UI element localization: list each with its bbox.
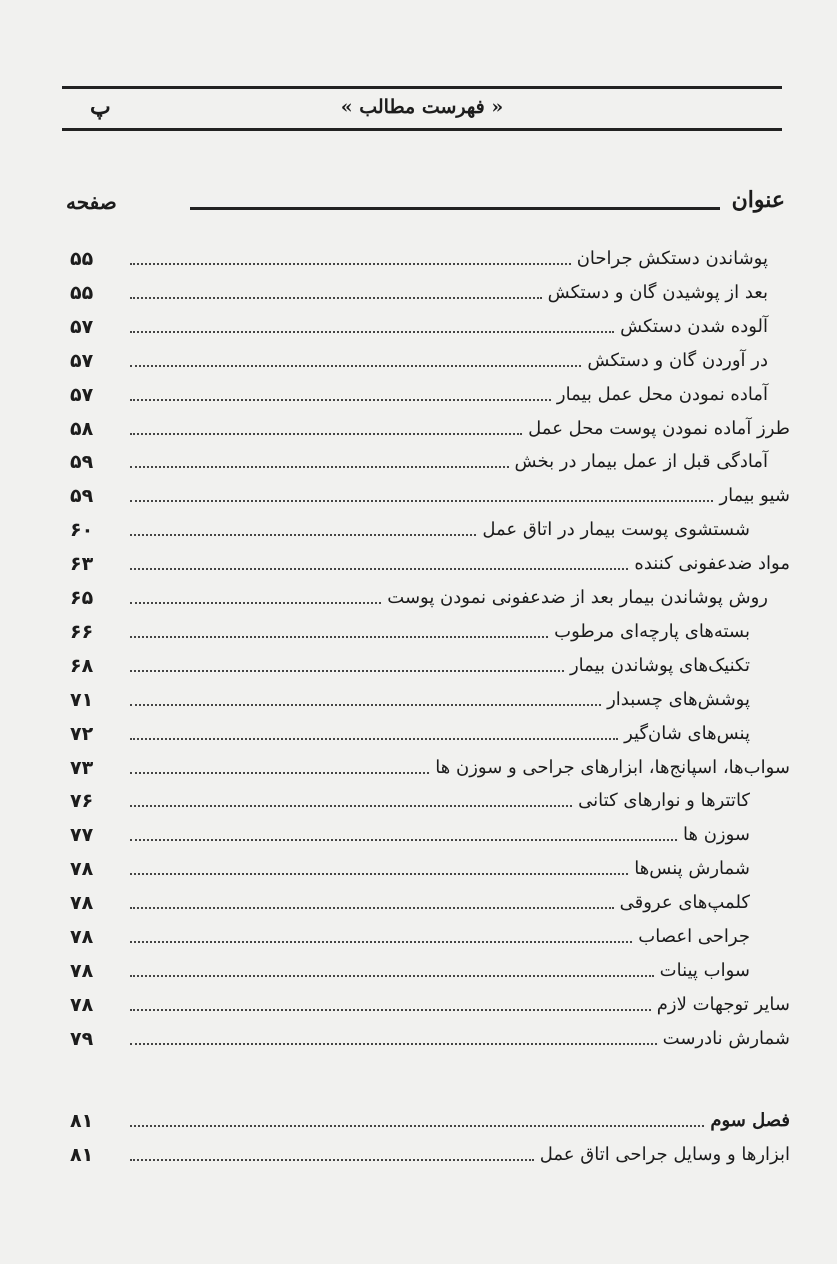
toc-entry [70, 1022, 790, 1052]
toc-entry-page: ۷۸ [70, 892, 94, 915]
toc-entry-page: ۵۹ [70, 485, 94, 508]
toc-entry-page: ۷۸ [70, 926, 94, 948]
toc-entry-title: ابزارها و وسایل جراحی اتاق عمل [539, 1143, 790, 1165]
toc-leader-dots [130, 602, 381, 604]
toc-entry-title: پنس‌های شان‌گیر [624, 722, 750, 744]
toc-entry-title: سواب‌ها، اسپانج‌ها، ابزارهای جراحی و سوزن ها [435, 756, 790, 778]
toc-entry-page: ۸۱ [70, 1143, 94, 1166]
toc-leader-dots [130, 738, 618, 740]
toc-leader-dots [130, 704, 601, 706]
toc-entry-title: شیو بیمار [719, 485, 790, 507]
toc-entry [70, 412, 790, 442]
toc-entry-title: طرز آماده نمودن پوست محل عمل [528, 417, 790, 439]
toc-entry-page: ۷۸ [70, 959, 94, 982]
toc-entry [70, 954, 790, 984]
column-page-heading: صفحه [66, 190, 117, 214]
toc-leader-dots [130, 399, 551, 401]
toc-entry [70, 513, 790, 543]
toc-leader-dots [130, 297, 542, 299]
toc-entry-page: ۶۸ [70, 654, 94, 677]
toc-leader-dots [130, 1043, 657, 1045]
toc-entry-title: سوزن ها [683, 824, 750, 846]
column-heading-rule [190, 207, 720, 210]
toc-entry-title: آماده نمودن محل عمل بیمار [556, 383, 768, 405]
toc-leader-dots [130, 466, 509, 468]
toc-entry [70, 581, 790, 611]
toc-leader-dots [130, 839, 677, 841]
toc-leader-dots [130, 941, 632, 943]
toc-entry [70, 784, 790, 814]
toc-entry-title: آمادگی قبل از عمل بیمار در بخش [514, 451, 768, 473]
toc-entry-title: فصل سوم [710, 1109, 790, 1131]
toc-entry-title: جراحی اعصاب [638, 926, 750, 947]
toc-entry [70, 717, 790, 747]
toc-leader-dots [130, 1009, 651, 1011]
toc-entry [70, 547, 790, 577]
toc-entry [70, 1138, 790, 1168]
toc-leader-dots [130, 636, 548, 638]
toc-entry-title: سایر توجهات لازم [656, 993, 790, 1015]
header-bottom-rule [62, 128, 782, 131]
toc-entry [70, 276, 790, 306]
toc-entry-page: ۸۱ [70, 1109, 94, 1132]
toc-entry [70, 242, 790, 272]
toc-entry-page: ۶۵ [70, 587, 94, 609]
toc-entry [70, 378, 790, 408]
toc-entry-page: ۶۶ [70, 620, 94, 643]
toc-entry-title: بسته‌های پارچه‌ای مرطوب [554, 620, 750, 642]
toc-entry [70, 1104, 790, 1134]
toc-entry-page: ۵۵ [70, 281, 94, 304]
toc-entry-page: ۷۹ [70, 1027, 94, 1050]
toc-entry [70, 344, 790, 374]
toc-entry-title: شمارش پنس‌ها [634, 858, 750, 880]
toc-entry-page: ۵۷ [70, 383, 94, 406]
toc-leader-dots [130, 975, 654, 977]
toc-leader-dots [130, 805, 572, 807]
toc-entry [70, 751, 790, 781]
toc-entry-page: ۷۶ [70, 790, 94, 813]
toc-entry-title: سواب پینات [659, 959, 750, 981]
toc-leader-dots [130, 772, 429, 774]
toc-leader-dots [130, 500, 713, 502]
toc-entry-page: ۷۸ [70, 993, 94, 1016]
toc-entry-page: ۵۷ [70, 315, 94, 338]
header-title: « فهرست مطالب » [340, 96, 504, 118]
toc-leader-dots [130, 907, 614, 909]
toc-entry-page: ۵۹ [70, 451, 94, 474]
toc-leader-dots [130, 568, 628, 570]
toc-entry-page: ۶۰ [70, 519, 94, 542]
toc-entry [70, 310, 790, 340]
toc-entry-title: کاتترها و نوارهای کتانی [578, 790, 750, 812]
toc-entry [70, 479, 790, 509]
column-title-heading: عنوان [731, 187, 785, 213]
toc-entry-title: شمارش نادرست [662, 1027, 790, 1049]
toc-entry-title: روش پوشاندن بیمار بعد از ضدعفونی نمودن پوست [387, 587, 768, 608]
toc-entry-page: ۷۳ [70, 756, 94, 779]
toc-entry-page: ۵۵ [70, 248, 94, 270]
toc-entry [70, 818, 790, 848]
toc-entry-title: پوشش‌های چسبدار [607, 688, 750, 710]
toc-entry-title: پوشاندن دستکش جراحان [576, 248, 768, 269]
toc-entry-page: ۶۳ [70, 553, 94, 576]
toc-entry-title: شستشوی پوست بیمار در اتاق عمل [482, 519, 750, 541]
toc-entry-title: کلمپ‌های عروقی [619, 892, 750, 914]
toc-entry-page: ۷۱ [70, 688, 94, 711]
toc-entry [70, 920, 790, 950]
toc-leader-dots [130, 1159, 534, 1161]
toc-entry-title: تکنیک‌های پوشاندن بیمار [569, 654, 750, 676]
toc-entry [70, 649, 790, 679]
toc-leader-dots [130, 534, 476, 536]
toc-leader-dots [130, 1125, 704, 1127]
toc-entry-page: ۷۲ [70, 722, 94, 745]
toc-entry-page: ۵۷ [70, 349, 94, 372]
toc-entry-title: آلوده شدن دستکش [620, 315, 768, 337]
toc-leader-dots [130, 331, 614, 333]
toc-entry-page: ۵۸ [70, 417, 94, 440]
toc-entry-page: ۷۷ [70, 824, 94, 847]
toc-entry-title: مواد ضدعفونی کننده [634, 553, 790, 575]
toc-entry [70, 886, 790, 916]
toc-leader-dots [130, 433, 522, 435]
toc-entry-title: بعد از پوشیدن گان و دستکش [547, 281, 768, 303]
toc-entry [70, 852, 790, 882]
header-top-rule [62, 86, 782, 89]
toc-entry-page: ۷۸ [70, 858, 94, 881]
header-page-letter: پ [90, 94, 111, 120]
toc-entry-title: در آوردن گان و دستکش [587, 349, 768, 371]
toc-entry [70, 988, 790, 1018]
toc-entry [70, 683, 790, 713]
toc-entry [70, 615, 790, 645]
toc-entry [70, 445, 790, 475]
toc-leader-dots [130, 873, 628, 875]
toc-leader-dots [130, 670, 564, 672]
toc-leader-dots [130, 365, 581, 367]
toc-leader-dots [130, 263, 571, 265]
